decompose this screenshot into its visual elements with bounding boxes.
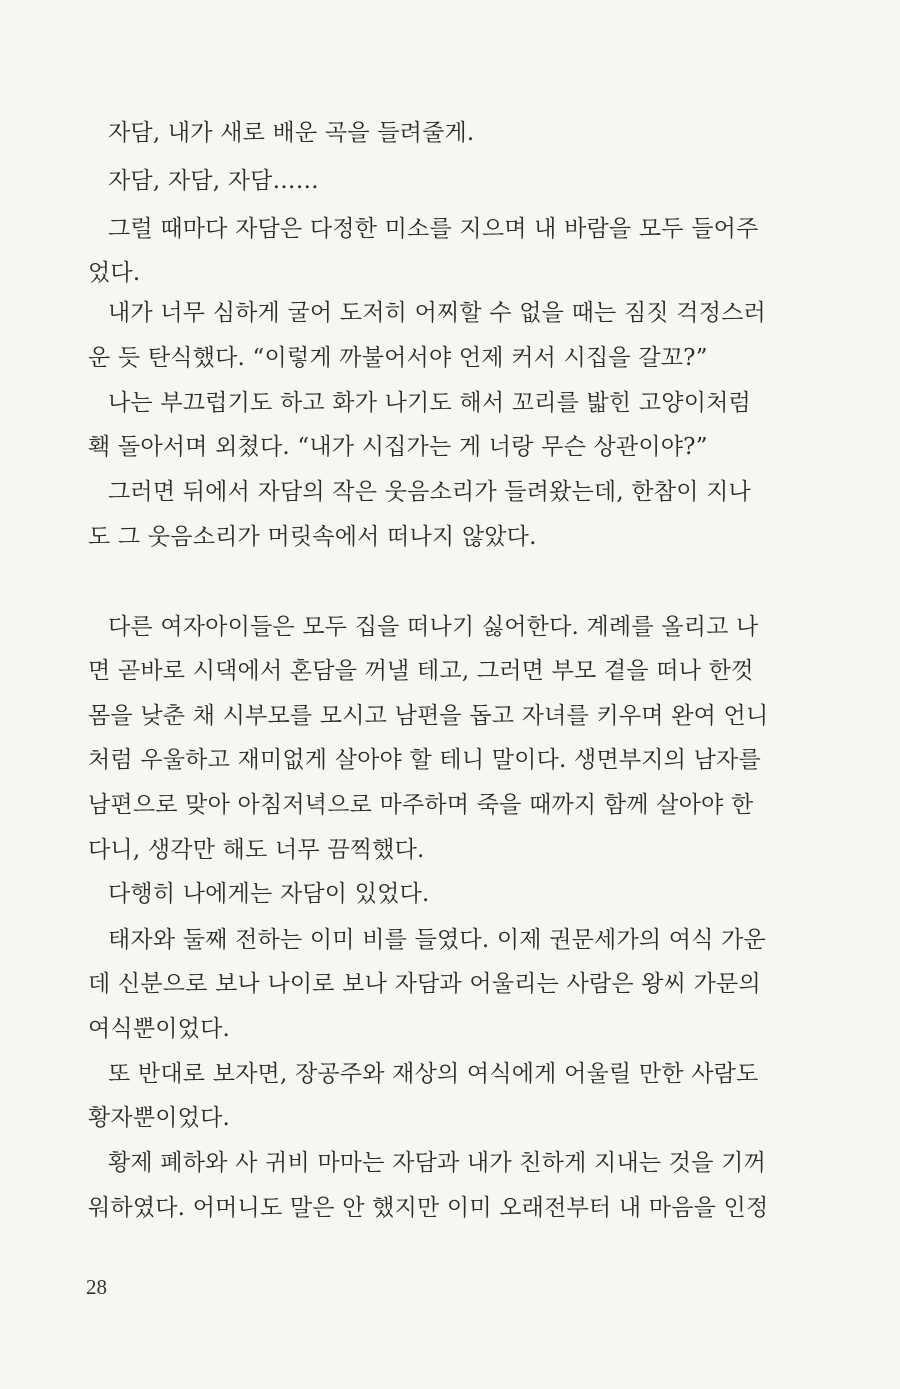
text-line: 몸을 낮춘 채 시부모를 모시고 남편을 돕고 자녀를 키우며 완여 언니 (88, 703, 769, 729)
text-line: 그럴 때마다 자담은 다정한 미소를 지으며 내 바람을 모두 들어주 (108, 216, 759, 242)
text-line: 워하였다. 어머니도 말은 안 했지만 이미 오래전부터 내 마음을 인정 (88, 1195, 769, 1221)
text-line: 자담, 자담, 자담…… (108, 168, 319, 194)
text-line: 나는 부끄럽기도 하고 화가 나기도 해서 꼬리를 밟힌 고양이처럼 (108, 390, 751, 416)
text-line: 다행히 나에게는 자담이 있었다. (108, 881, 430, 907)
text-line: 태자와 둘째 전하는 이미 비를 들였다. 이제 권문세가의 여식 가운 (108, 927, 766, 953)
text-line: 다니, 생각만 해도 너무 끔찍했다. (88, 837, 425, 863)
text-line: 도 그 웃음소리가 머릿속에서 떠나지 않았다. (88, 524, 537, 550)
text-line: 그러면 뒤에서 자담의 작은 웃음소리가 들려왔는데, 한참이 지나 (108, 479, 751, 505)
text-line: 황제 폐하와 사 귀비 마마는 자담과 내가 친하게 지내는 것을 기꺼 (108, 1150, 766, 1176)
text-line: 면 곧바로 시댁에서 혼담을 꺼낼 테고, 그러면 부모 곁을 떠나 한껏 (88, 658, 754, 684)
text-line: 내가 너무 심하게 굴어 도저히 어찌할 수 없을 때는 짐짓 걱정스러 (108, 300, 766, 326)
text-line: 운 듯 탄식했다. “이렇게 까불어서야 언제 커서 시집을 갈꼬?” (88, 345, 708, 371)
text-line: 황자뿐이었다. (88, 1105, 231, 1131)
text-line: 또 반대로 보자면, 장공주와 재상의 여식에게 어울릴 만한 사람도 (108, 1061, 759, 1087)
text-line: 었다. (88, 260, 141, 286)
text-line: 처럼 우울하고 재미없게 살아야 할 테니 말이다. 생면부지의 남자를 (88, 747, 761, 773)
text-line: 다른 여자아이들은 모두 집을 떠나기 싫어한다. 계례를 올리고 나 (108, 614, 759, 640)
text-line: 여식뿐이었다. (88, 1016, 231, 1042)
text-line: 남편으로 맞아 아침저녁으로 마주하며 죽을 때까지 함께 살아야 한 (88, 792, 754, 818)
text-line: 데 신분으로 보나 나이로 보나 자담과 어울리는 사람은 왕씨 가문의 (88, 971, 761, 997)
page-number: 28 (86, 1275, 107, 1299)
text-line: 홱 돌아서며 외쳤다. “내가 시집가는 게 너랑 무슨 상관이야?” (88, 434, 708, 460)
text-line: 자담, 내가 새로 배운 곡을 들려줄게. (108, 120, 475, 146)
